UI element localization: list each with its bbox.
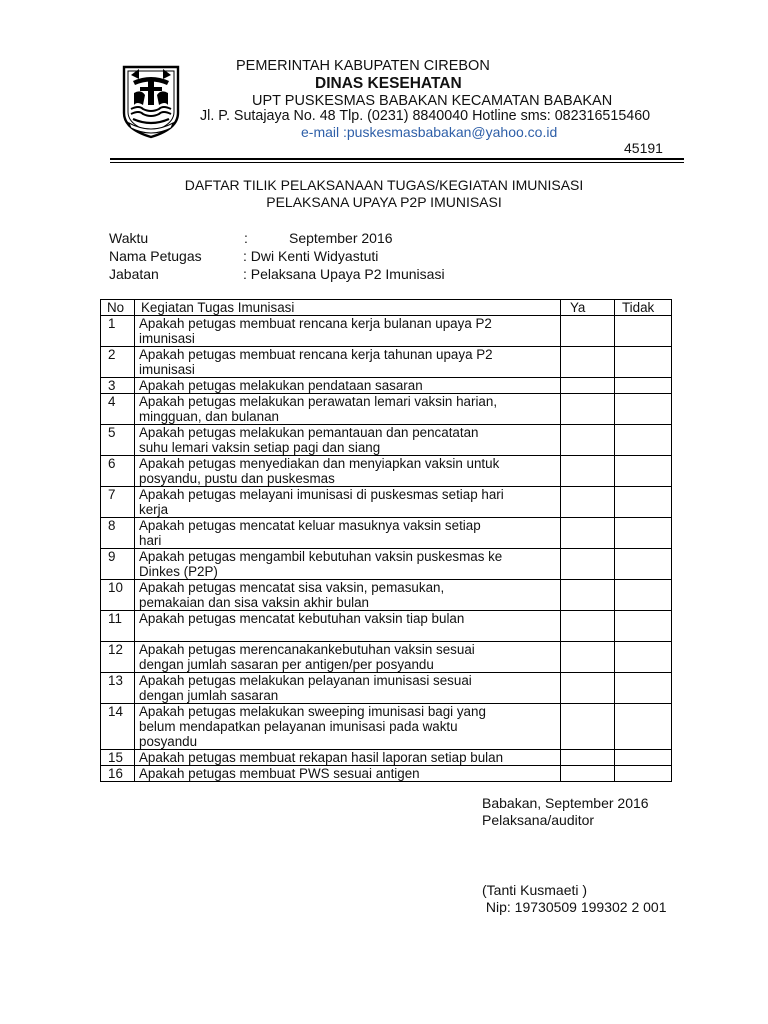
cell-tidak[interactable]: [615, 394, 672, 425]
task-line: Apakah petugas melakukan sweeping imunisasi bagi yang: [139, 704, 486, 719]
task-line: posyandu, pustu dan puskesmas: [139, 471, 335, 486]
task-line: Apakah petugas mencatat kebutuhan vaksin tiap bulan: [139, 611, 465, 626]
task-line: Apakah petugas mencatat keluar masuknya vaksin setiap: [139, 518, 481, 533]
cell-tidak[interactable]: [615, 456, 672, 487]
cell-ya[interactable]: [561, 673, 615, 704]
meta-key: Nama Petugas: [109, 248, 202, 264]
table-row: [101, 347, 672, 378]
cell-tidak[interactable]: [615, 580, 672, 611]
cell-tidak[interactable]: [615, 487, 672, 518]
task-line: kerja: [139, 502, 169, 517]
table-header-row: [101, 300, 672, 316]
table-row: [101, 611, 672, 642]
row-number: 10: [101, 580, 135, 611]
row-task: [135, 611, 561, 642]
task-line: dengan jumlah sasaran: [139, 688, 279, 703]
document-title: DAFTAR TILIK PELAKSANAAN TUGAS/KEGIATAN IMUNISASI: [184, 177, 584, 193]
row-task: [135, 766, 561, 782]
row-number: 4: [101, 394, 135, 425]
task-line: dengan jumlah sasaran per antigen/per posyandu: [139, 657, 434, 672]
row-number: 13: [101, 673, 135, 704]
task-line: Apakah petugas membuat PWS sesuai antigen: [139, 766, 420, 781]
cell-ya[interactable]: [561, 394, 615, 425]
cell-tidak[interactable]: [615, 750, 672, 766]
letterhead-unit: UPT PUSKESMAS BABAKAN KECAMATAN BABAKAN: [252, 93, 613, 109]
cell-ya[interactable]: [561, 378, 615, 394]
signature-nip: Nip: 19730509 199302 2 001: [482, 899, 667, 915]
cell-tidak[interactable]: [615, 518, 672, 549]
meta-key: Jabatan: [109, 266, 159, 282]
row-number: 15: [101, 750, 135, 766]
row-number: 11: [101, 611, 135, 642]
table-row: [101, 456, 672, 487]
letterhead-postal: 45191: [624, 140, 663, 156]
meta-key: Waktu: [109, 230, 149, 246]
table-row: [101, 425, 672, 456]
task-line: Dinkes (P2P): [139, 564, 218, 579]
row-number: 6: [101, 456, 135, 487]
cell-ya[interactable]: [561, 456, 615, 487]
task-line: Apakah petugas melakukan pemantauan dan pencatatan: [139, 425, 479, 440]
letterhead-rule-thick: [110, 158, 684, 160]
table-row: [101, 378, 672, 394]
task-line: Apakah petugas membuat rencana kerja tahunan upaya P2: [139, 347, 493, 362]
row-number: 5: [101, 425, 135, 456]
document-subtitle: PELAKSANA UPAYA P2P IMUNISASI: [266, 194, 502, 210]
cell-ya[interactable]: [561, 549, 615, 580]
cell-ya[interactable]: [561, 518, 615, 549]
checklist-table: [100, 299, 672, 782]
table-row: [101, 316, 672, 347]
regency-crest-logo: [121, 65, 181, 139]
letterhead-gov: PEMERINTAH KABUPATEN CIREBON: [236, 58, 490, 74]
meta-value: September 2016: [289, 230, 393, 246]
row-task: [135, 549, 561, 580]
cell-tidak[interactable]: [615, 642, 672, 673]
cell-ya[interactable]: [561, 487, 615, 518]
cell-tidak[interactable]: [615, 766, 672, 782]
task-line: imunisasi: [139, 331, 195, 346]
row-number: 7: [101, 487, 135, 518]
table-row: [101, 704, 672, 750]
header-ya: Ya: [561, 300, 615, 316]
cell-ya[interactable]: [561, 766, 615, 782]
task-line: [139, 626, 558, 641]
cell-tidak[interactable]: [615, 673, 672, 704]
cell-tidak[interactable]: [615, 549, 672, 580]
cell-ya[interactable]: [561, 347, 615, 378]
cell-ya[interactable]: [561, 750, 615, 766]
cell-tidak[interactable]: [615, 425, 672, 456]
row-task: [135, 750, 561, 766]
cell-ya[interactable]: [561, 611, 615, 642]
cell-ya[interactable]: [561, 642, 615, 673]
task-line: Apakah petugas melakukan pelayanan imunisasi sesuai: [139, 673, 472, 688]
table-row: [101, 549, 672, 580]
task-line: mingguan, dan bulanan: [139, 409, 279, 424]
table-row: [101, 673, 672, 704]
cell-tidak[interactable]: [615, 378, 672, 394]
signature-name: (Tanti Kusmaeti ): [482, 882, 588, 898]
task-line: Apakah petugas merencanakankebutuhan vaksin sesuai: [139, 642, 475, 657]
letterhead-address: Jl. P. Sutajaya No. 48 Tlp. (0231) 8840040 Hotline sms: 082316515460: [200, 108, 651, 124]
task-line: posyandu: [139, 734, 198, 749]
task-line: hari: [139, 533, 162, 548]
header-no: No: [101, 300, 135, 316]
task-line: Apakah petugas melakukan pendataan sasaran: [139, 378, 423, 393]
row-task: [135, 394, 561, 425]
meta-separator: :: [244, 230, 248, 246]
cell-ya[interactable]: [561, 425, 615, 456]
cell-ya[interactable]: [561, 704, 615, 750]
meta-value: : Pelaksana Upaya P2 Imunisasi: [243, 266, 445, 282]
header-tidak: Tidak: [615, 300, 672, 316]
task-line: Apakah petugas menyediakan dan menyiapkan vaksin untuk: [139, 456, 500, 471]
table-row: [101, 487, 672, 518]
cell-ya[interactable]: [561, 580, 615, 611]
signature-role: Pelaksana/auditor: [482, 812, 595, 828]
signature-place-date: Babakan, September 2016: [482, 795, 649, 811]
cell-tidak[interactable]: [615, 347, 672, 378]
task-line: Apakah petugas melayani imunisasi di puskesmas setiap hari: [139, 487, 504, 502]
header-task: Kegiatan Tugas Imunisasi: [135, 300, 561, 316]
cell-tidak[interactable]: [615, 704, 672, 750]
row-number: 3: [101, 378, 135, 394]
row-task: [135, 580, 561, 611]
letterhead-email: e-mail :puskesmasbabakan@yahoo.co.id: [301, 124, 558, 140]
row-number: 14: [101, 704, 135, 750]
letterhead-rule-thin: [110, 162, 684, 163]
task-line: suhu lemari vaksin setiap pagi dan siang: [139, 440, 381, 455]
row-number: 12: [101, 642, 135, 673]
table-row: [101, 518, 672, 549]
task-line: Apakah petugas melakukan perawatan lemari vaksin harian,: [139, 394, 498, 409]
row-task: [135, 378, 561, 394]
row-number: 2: [101, 347, 135, 378]
letterhead-agency: DINAS KESEHATAN: [315, 75, 462, 92]
task-line: belum mendapatkan pelayanan imunisasi pada waktu: [139, 719, 458, 734]
cell-ya[interactable]: [561, 316, 615, 347]
regency-crest-icon: [121, 65, 181, 139]
row-task: [135, 704, 561, 750]
row-task: [135, 347, 561, 378]
table-row: [101, 394, 672, 425]
row-task: [135, 487, 561, 518]
row-task: [135, 456, 561, 487]
task-line: Apakah petugas mencatat sisa vaksin, pemasukan,: [139, 580, 445, 595]
row-number: 8: [101, 518, 135, 549]
cell-tidak[interactable]: [615, 316, 672, 347]
row-task: [135, 425, 561, 456]
task-line: Apakah petugas membuat rekapan hasil laporan setiap bulan: [139, 750, 504, 765]
table-row: [101, 580, 672, 611]
task-line: imunisasi: [139, 362, 195, 377]
cell-tidak[interactable]: [615, 611, 672, 642]
task-line: pemakaian dan sisa vaksin akhir bulan: [139, 595, 370, 610]
row-task: [135, 673, 561, 704]
row-number: 16: [101, 766, 135, 782]
row-number: 9: [101, 549, 135, 580]
task-line: Apakah petugas mengambil kebutuhan vaksin puskesmas ke: [139, 549, 503, 564]
row-number: 1: [101, 316, 135, 347]
meta-value: : Dwi Kenti Widyastuti: [243, 248, 379, 264]
row-task: [135, 642, 561, 673]
row-task: [135, 518, 561, 549]
row-task: [135, 316, 561, 347]
table-row: [101, 766, 672, 782]
table-row: [101, 750, 672, 766]
task-line: Apakah petugas membuat rencana kerja bulanan upaya P2: [139, 316, 492, 331]
table-row: [101, 642, 672, 673]
